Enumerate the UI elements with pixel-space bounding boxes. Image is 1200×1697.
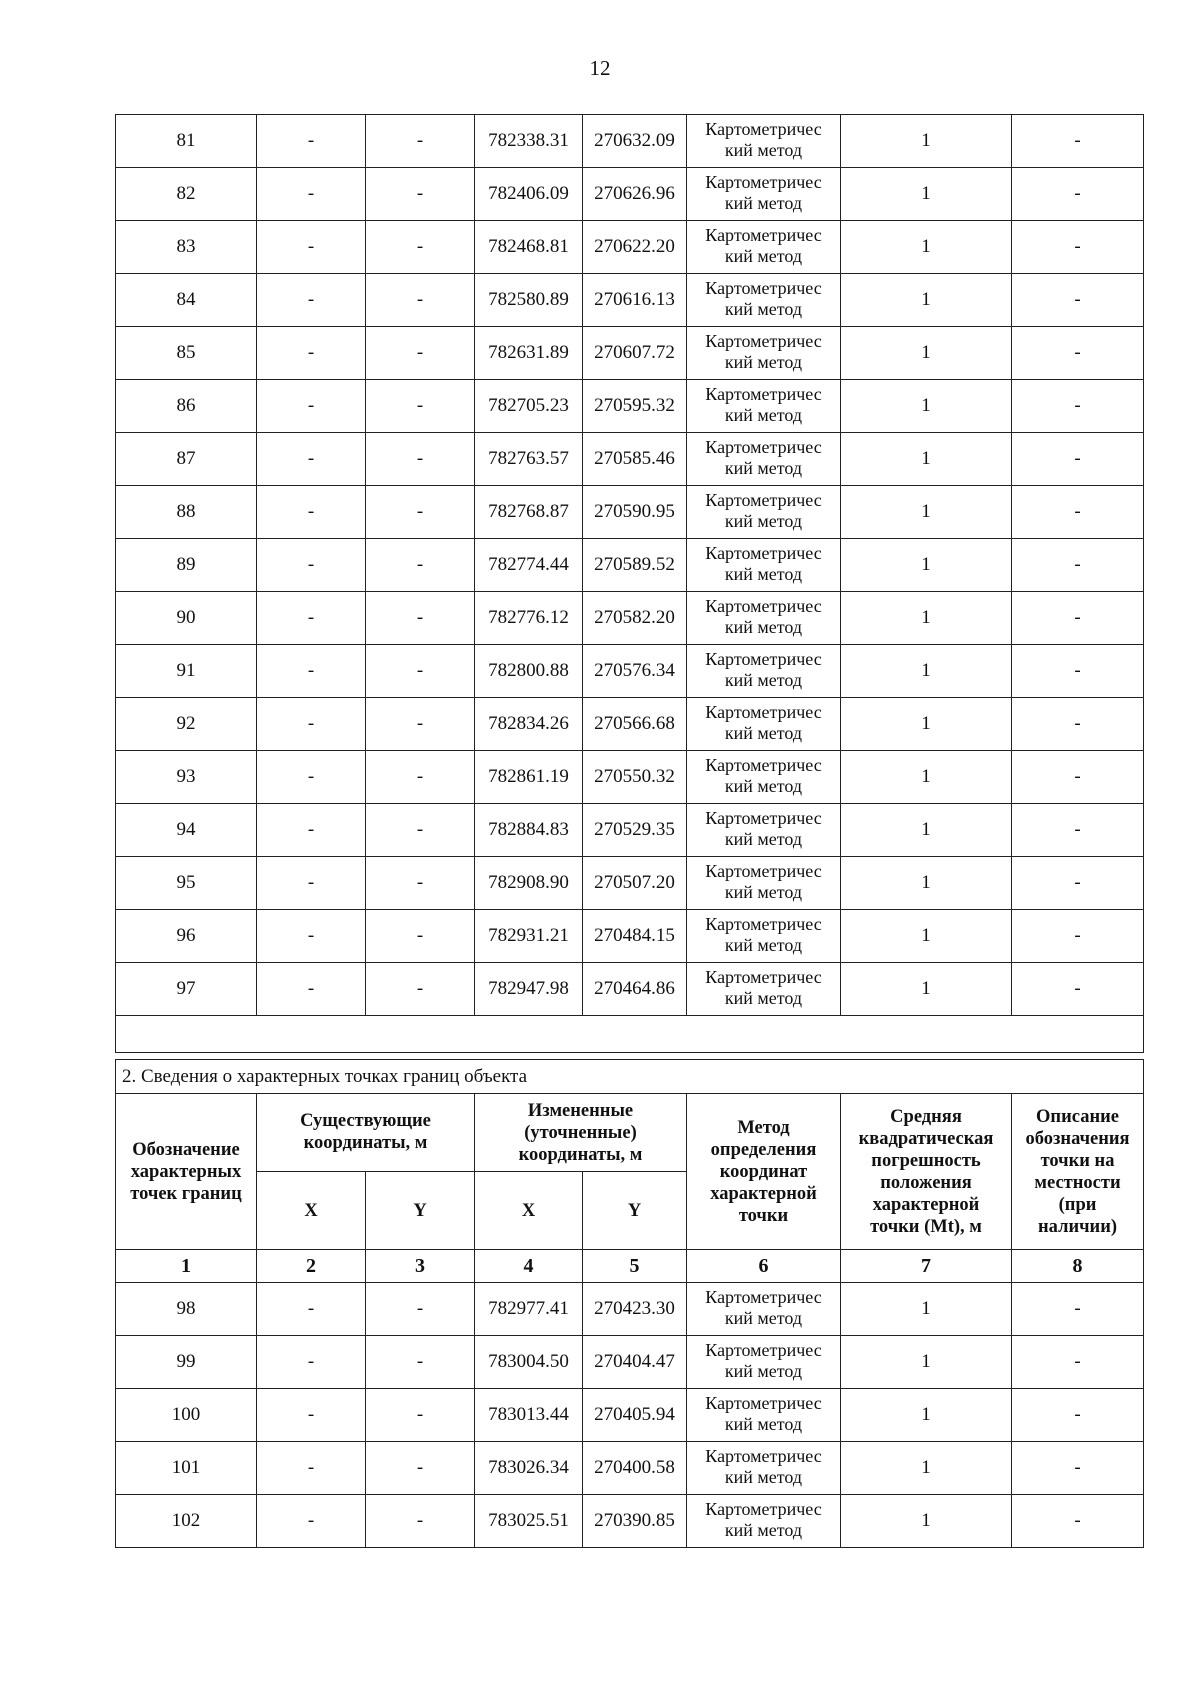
column-number: 1 <box>116 1250 257 1283</box>
method: Картометричес кий метод <box>687 910 841 963</box>
method: Картометричес кий метод <box>687 1336 841 1389</box>
existing-y: - <box>366 592 475 645</box>
boundary-points-table <box>115 1059 1144 1548</box>
accuracy-mt: 1 <box>841 751 1012 804</box>
table-row <box>116 1389 1144 1442</box>
header-accuracy: Средняя квадратическая погрешность положения характерной точки (Mt), м <box>841 1094 1012 1250</box>
header-changed-x: X <box>475 1172 583 1250</box>
table-row <box>116 1336 1144 1389</box>
existing-x: - <box>257 645 366 698</box>
existing-y: - <box>366 274 475 327</box>
existing-y: - <box>366 1336 475 1389</box>
changed-x: 782977.41 <box>475 1283 583 1336</box>
existing-x: - <box>257 274 366 327</box>
point-id: 83 <box>116 221 257 274</box>
existing-y: - <box>366 539 475 592</box>
existing-y: - <box>366 1442 475 1495</box>
table-row <box>116 327 1144 380</box>
table-row <box>116 804 1144 857</box>
existing-x: - <box>257 1389 366 1442</box>
point-description: - <box>1012 1442 1144 1495</box>
existing-y: - <box>366 168 475 221</box>
existing-y: - <box>366 115 475 168</box>
changed-y: 270484.15 <box>583 910 687 963</box>
method: Картометричес кий метод <box>687 486 841 539</box>
table-row <box>116 1495 1144 1548</box>
point-description: - <box>1012 380 1144 433</box>
column-number: 4 <box>475 1250 583 1283</box>
existing-x: - <box>257 1495 366 1548</box>
changed-y: 270405.94 <box>583 1389 687 1442</box>
point-description: - <box>1012 168 1144 221</box>
changed-x: 782884.83 <box>475 804 583 857</box>
method: Картометричес кий метод <box>687 433 841 486</box>
changed-x: 782800.88 <box>475 645 583 698</box>
column-number: 3 <box>366 1250 475 1283</box>
changed-y: 270582.20 <box>583 592 687 645</box>
changed-x: 782947.98 <box>475 963 583 1016</box>
existing-x: - <box>257 751 366 804</box>
table-row <box>116 486 1144 539</box>
point-id: 86 <box>116 380 257 433</box>
changed-y: 270632.09 <box>583 115 687 168</box>
existing-x: - <box>257 804 366 857</box>
accuracy-mt: 1 <box>841 539 1012 592</box>
point-id: 102 <box>116 1495 257 1548</box>
accuracy-mt: 1 <box>841 1389 1012 1442</box>
changed-x: 783004.50 <box>475 1336 583 1389</box>
changed-y: 270607.72 <box>583 327 687 380</box>
table-row <box>116 857 1144 910</box>
point-id: 96 <box>116 910 257 963</box>
page-number: 12 <box>589 56 611 80</box>
table-row <box>116 433 1144 486</box>
point-description: - <box>1012 115 1144 168</box>
point-description: - <box>1012 698 1144 751</box>
changed-x: 782768.87 <box>475 486 583 539</box>
point-description: - <box>1012 963 1144 1016</box>
table-1-body <box>116 115 1144 1016</box>
point-id: 99 <box>116 1336 257 1389</box>
point-id: 92 <box>116 698 257 751</box>
existing-y: - <box>366 486 475 539</box>
existing-x: - <box>257 168 366 221</box>
accuracy-mt: 1 <box>841 433 1012 486</box>
table-row <box>116 380 1144 433</box>
existing-x: - <box>257 115 366 168</box>
changed-y: 270622.20 <box>583 221 687 274</box>
existing-x: - <box>257 1336 366 1389</box>
changed-x: 782338.31 <box>475 115 583 168</box>
method: Картометричес кий метод <box>687 115 841 168</box>
method: Картометричес кий метод <box>687 1495 841 1548</box>
changed-x: 782468.81 <box>475 221 583 274</box>
changed-y: 270464.86 <box>583 963 687 1016</box>
point-id: 84 <box>116 274 257 327</box>
point-description: - <box>1012 433 1144 486</box>
point-id: 95 <box>116 857 257 910</box>
point-description: - <box>1012 1336 1144 1389</box>
existing-x: - <box>257 539 366 592</box>
point-id: 101 <box>116 1442 257 1495</box>
changed-y: 270400.58 <box>583 1442 687 1495</box>
table-empty-row <box>116 1016 1144 1053</box>
point-id: 89 <box>116 539 257 592</box>
point-description: - <box>1012 221 1144 274</box>
point-id: 100 <box>116 1389 257 1442</box>
changed-y: 270595.32 <box>583 380 687 433</box>
existing-y: - <box>366 1389 475 1442</box>
existing-y: - <box>366 221 475 274</box>
point-id: 87 <box>116 433 257 486</box>
table-row <box>116 698 1144 751</box>
changed-x: 782931.21 <box>475 910 583 963</box>
method: Картометричес кий метод <box>687 804 841 857</box>
table-row <box>116 963 1144 1016</box>
point-description: - <box>1012 857 1144 910</box>
point-description: - <box>1012 486 1144 539</box>
header-method: Метод определения координат характерной точки <box>687 1094 841 1250</box>
header-changed-y: Y <box>583 1172 687 1250</box>
method: Картометричес кий метод <box>687 857 841 910</box>
table-row <box>116 592 1144 645</box>
method: Картометричес кий метод <box>687 963 841 1016</box>
changed-y: 270390.85 <box>583 1495 687 1548</box>
table-2-body <box>116 1283 1144 1548</box>
existing-y: - <box>366 910 475 963</box>
empty-cell <box>116 1016 1144 1053</box>
changed-y: 270626.96 <box>583 168 687 221</box>
table-row <box>116 910 1144 963</box>
changed-y: 270550.32 <box>583 751 687 804</box>
point-id: 82 <box>116 168 257 221</box>
changed-x: 782774.44 <box>475 539 583 592</box>
changed-x: 782908.90 <box>475 857 583 910</box>
point-description: - <box>1012 645 1144 698</box>
existing-x: - <box>257 380 366 433</box>
method: Картометричес кий метод <box>687 1389 841 1442</box>
existing-x: - <box>257 221 366 274</box>
method: Картометричес кий метод <box>687 380 841 433</box>
accuracy-mt: 1 <box>841 1283 1012 1336</box>
table-row <box>116 115 1144 168</box>
method: Картометричес кий метод <box>687 539 841 592</box>
table-row <box>116 1442 1144 1495</box>
changed-y: 270423.30 <box>583 1283 687 1336</box>
existing-y: - <box>366 804 475 857</box>
existing-x: - <box>257 698 366 751</box>
point-description: - <box>1012 1283 1144 1336</box>
section-title: 2. Сведения о характерных точках границ объекта <box>116 1060 1144 1094</box>
column-numbers-row <box>116 1250 1144 1283</box>
accuracy-mt: 1 <box>841 1336 1012 1389</box>
existing-x: - <box>257 857 366 910</box>
column-number: 6 <box>687 1250 841 1283</box>
existing-y: - <box>366 380 475 433</box>
column-number: 8 <box>1012 1250 1144 1283</box>
table-row <box>116 539 1144 592</box>
existing-y: - <box>366 751 475 804</box>
existing-x: - <box>257 486 366 539</box>
table-row <box>116 221 1144 274</box>
point-id: 93 <box>116 751 257 804</box>
changed-y: 270590.95 <box>583 486 687 539</box>
accuracy-mt: 1 <box>841 327 1012 380</box>
header-description: Описание обозначения точки на местности (при наличии) <box>1012 1094 1144 1250</box>
changed-x: 782776.12 <box>475 592 583 645</box>
accuracy-mt: 1 <box>841 698 1012 751</box>
method: Картометричес кий метод <box>687 327 841 380</box>
point-id: 97 <box>116 963 257 1016</box>
column-number: 2 <box>257 1250 366 1283</box>
column-number: 5 <box>583 1250 687 1283</box>
accuracy-mt: 1 <box>841 592 1012 645</box>
changed-x: 782705.23 <box>475 380 583 433</box>
changed-y: 270507.20 <box>583 857 687 910</box>
point-description: - <box>1012 274 1144 327</box>
method: Картометричес кий метод <box>687 645 841 698</box>
point-description: - <box>1012 1389 1144 1442</box>
changed-y: 270566.68 <box>583 698 687 751</box>
changed-y: 270404.47 <box>583 1336 687 1389</box>
existing-y: - <box>366 327 475 380</box>
table-row <box>116 274 1144 327</box>
changed-x: 783025.51 <box>475 1495 583 1548</box>
changed-y: 270616.13 <box>583 274 687 327</box>
header-changed-coordinates: Измененные (уточненные) координаты, м <box>475 1094 687 1172</box>
point-id: 94 <box>116 804 257 857</box>
accuracy-mt: 1 <box>841 963 1012 1016</box>
method: Картометричес кий метод <box>687 1442 841 1495</box>
point-id: 90 <box>116 592 257 645</box>
accuracy-mt: 1 <box>841 168 1012 221</box>
existing-x: - <box>257 327 366 380</box>
accuracy-mt: 1 <box>841 115 1012 168</box>
accuracy-mt: 1 <box>841 221 1012 274</box>
existing-y: - <box>366 433 475 486</box>
existing-y: - <box>366 963 475 1016</box>
accuracy-mt: 1 <box>841 486 1012 539</box>
point-description: - <box>1012 327 1144 380</box>
point-description: - <box>1012 1495 1144 1548</box>
column-number: 7 <box>841 1250 1012 1283</box>
changed-y: 270589.52 <box>583 539 687 592</box>
existing-x: - <box>257 963 366 1016</box>
changed-x: 782406.09 <box>475 168 583 221</box>
accuracy-mt: 1 <box>841 1442 1012 1495</box>
changed-y: 270585.46 <box>583 433 687 486</box>
existing-y: - <box>366 698 475 751</box>
existing-y: - <box>366 1495 475 1548</box>
accuracy-mt: 1 <box>841 1495 1012 1548</box>
changed-x: 782861.19 <box>475 751 583 804</box>
changed-x: 783026.34 <box>475 1442 583 1495</box>
point-description: - <box>1012 751 1144 804</box>
accuracy-mt: 1 <box>841 645 1012 698</box>
table-row <box>116 1283 1144 1336</box>
existing-y: - <box>366 1283 475 1336</box>
accuracy-mt: 1 <box>841 857 1012 910</box>
method: Картометричес кий метод <box>687 592 841 645</box>
existing-x: - <box>257 910 366 963</box>
changed-x: 783013.44 <box>475 1389 583 1442</box>
table-row <box>116 168 1144 221</box>
method: Картометричес кий метод <box>687 751 841 804</box>
boundary-points-table-continued <box>115 114 1144 1053</box>
accuracy-mt: 1 <box>841 380 1012 433</box>
table-row <box>116 645 1144 698</box>
method: Картометричес кий метод <box>687 274 841 327</box>
point-id: 85 <box>116 327 257 380</box>
existing-x: - <box>257 433 366 486</box>
point-description: - <box>1012 910 1144 963</box>
method: Картометричес кий метод <box>687 168 841 221</box>
point-description: - <box>1012 539 1144 592</box>
method: Картометричес кий метод <box>687 221 841 274</box>
method: Картометричес кий метод <box>687 698 841 751</box>
accuracy-mt: 1 <box>841 910 1012 963</box>
changed-x: 782580.89 <box>475 274 583 327</box>
existing-y: - <box>366 645 475 698</box>
existing-x: - <box>257 592 366 645</box>
point-description: - <box>1012 804 1144 857</box>
table-row <box>116 751 1144 804</box>
changed-y: 270576.34 <box>583 645 687 698</box>
accuracy-mt: 1 <box>841 274 1012 327</box>
accuracy-mt: 1 <box>841 804 1012 857</box>
existing-x: - <box>257 1442 366 1495</box>
point-id: 88 <box>116 486 257 539</box>
point-id: 81 <box>116 115 257 168</box>
header-existing-coordinates: Существующие координаты, м <box>257 1094 475 1172</box>
existing-y: - <box>366 857 475 910</box>
header-existing-x: X <box>257 1172 366 1250</box>
header-existing-y: Y <box>366 1172 475 1250</box>
changed-y: 270529.35 <box>583 804 687 857</box>
changed-x: 782631.89 <box>475 327 583 380</box>
point-description: - <box>1012 592 1144 645</box>
existing-x: - <box>257 1283 366 1336</box>
point-id: 91 <box>116 645 257 698</box>
point-id: 98 <box>116 1283 257 1336</box>
changed-x: 782763.57 <box>475 433 583 486</box>
header-designation: Обозначение характерных точек границ <box>116 1094 257 1250</box>
changed-x: 782834.26 <box>475 698 583 751</box>
method: Картометричес кий метод <box>687 1283 841 1336</box>
